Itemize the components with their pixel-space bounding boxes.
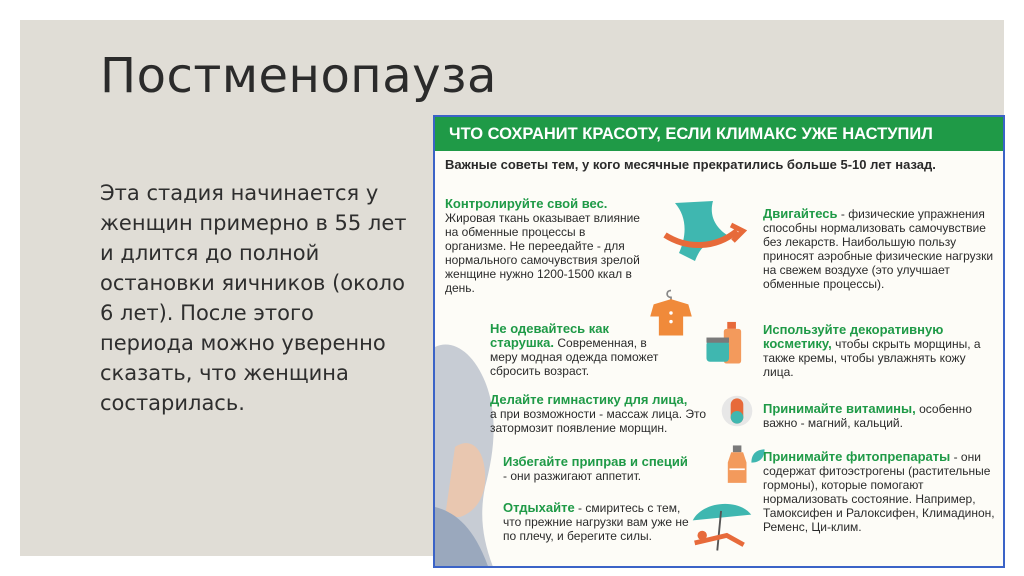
tip-rest-heading: Отдыхайте	[503, 500, 575, 515]
tip-cosmetics	[763, 323, 998, 379]
tip-clothes-heading: Не одевайтесь как старушка.	[490, 321, 610, 350]
tip-move-text: - физические упражнения способны нормализовать самочувствие без лекарств. Наибольшую пользу приносят аэробные физические нагрузки на свежем воздухе (это улучшает обменные процессы).	[763, 207, 994, 291]
tip-gym-heading: Делайте гимнастику для лица,	[490, 392, 688, 407]
infographic-image	[433, 115, 1005, 568]
tip-cosmetics-text: чтобы скрыть морщины, а также кремы, чтобы увлажнять кожу лица.	[763, 337, 981, 379]
tip-spices-text: - они разжигают аппетит.	[503, 469, 642, 483]
tip-move-heading: Двигайтесь	[763, 206, 838, 221]
slide-title: Постменопауза	[100, 48, 497, 104]
tip-move	[763, 207, 998, 291]
infographic-subtitle: Важные советы тем, у кого месячные прекратились больше 5-10 лет назад.	[445, 157, 936, 172]
infographic-banner: ЧТО СОХРАНИТ КРАСОТУ, ЕСЛИ КЛИМАКС УЖЕ НАСТУПИЛ	[435, 117, 1003, 151]
tip-clothes-text: Современная, в меру модная одежда поможет сбросить возраст.	[490, 336, 659, 378]
tip-vitamins-text: особенно важно - магний, кальций.	[763, 402, 972, 430]
tip-phyto-text: - они содержат фитоэстрогены (растительные гормоны), которые помогают нормализовать состояние. Например, Тамоксифен и Ралоксифен, Климадинон, Ременс, Ци-клим.	[763, 450, 995, 534]
tip-spices-heading: Избегайте приправ и специй	[503, 454, 688, 469]
tip-weight-heading: Контролируйте свой вес.	[445, 196, 608, 211]
tip-vitamins-heading: Принимайте витамины,	[763, 401, 916, 416]
waist-measure-icon	[657, 195, 747, 275]
tip-phyto	[763, 450, 1001, 534]
tip-weight-text: Жировая ткань оказывает влияние на обменные процессы в организме. Не переедайте - для нормального самочувствия зрелой женщине нужно 1200-1500 ккал в день.	[445, 211, 640, 295]
tip-clothes	[490, 322, 665, 378]
tip-rest	[503, 501, 693, 543]
tip-vitamins	[763, 402, 998, 430]
tip-spices	[503, 455, 718, 483]
tip-face-gym	[490, 393, 725, 435]
vitamin-capsule-icon	[719, 391, 755, 431]
tip-phyto-heading: Принимайте фитопрепараты	[763, 449, 951, 464]
tip-control-weight	[445, 197, 645, 295]
tip-gym-text: а при возможности - массаж лица. Это затормозит появление морщин.	[490, 407, 707, 435]
cosmetics-jars-icon	[703, 315, 755, 367]
slide-body-text: Эта стадия начинается у женщин примерно в 55 лет и длится до полной остановки яичников (около 6 лет). После этого периода можно уверенно сказать, что женщина состарилась.	[100, 181, 407, 415]
tip-rest-text: - смиритесь с тем, что прежние нагрузки вам уже не по плечу, и берегите силы.	[503, 501, 689, 543]
beach-umbrella-icon	[689, 497, 755, 555]
tip-cosmetics-heading: Используйте декоративную косметику,	[763, 322, 944, 351]
